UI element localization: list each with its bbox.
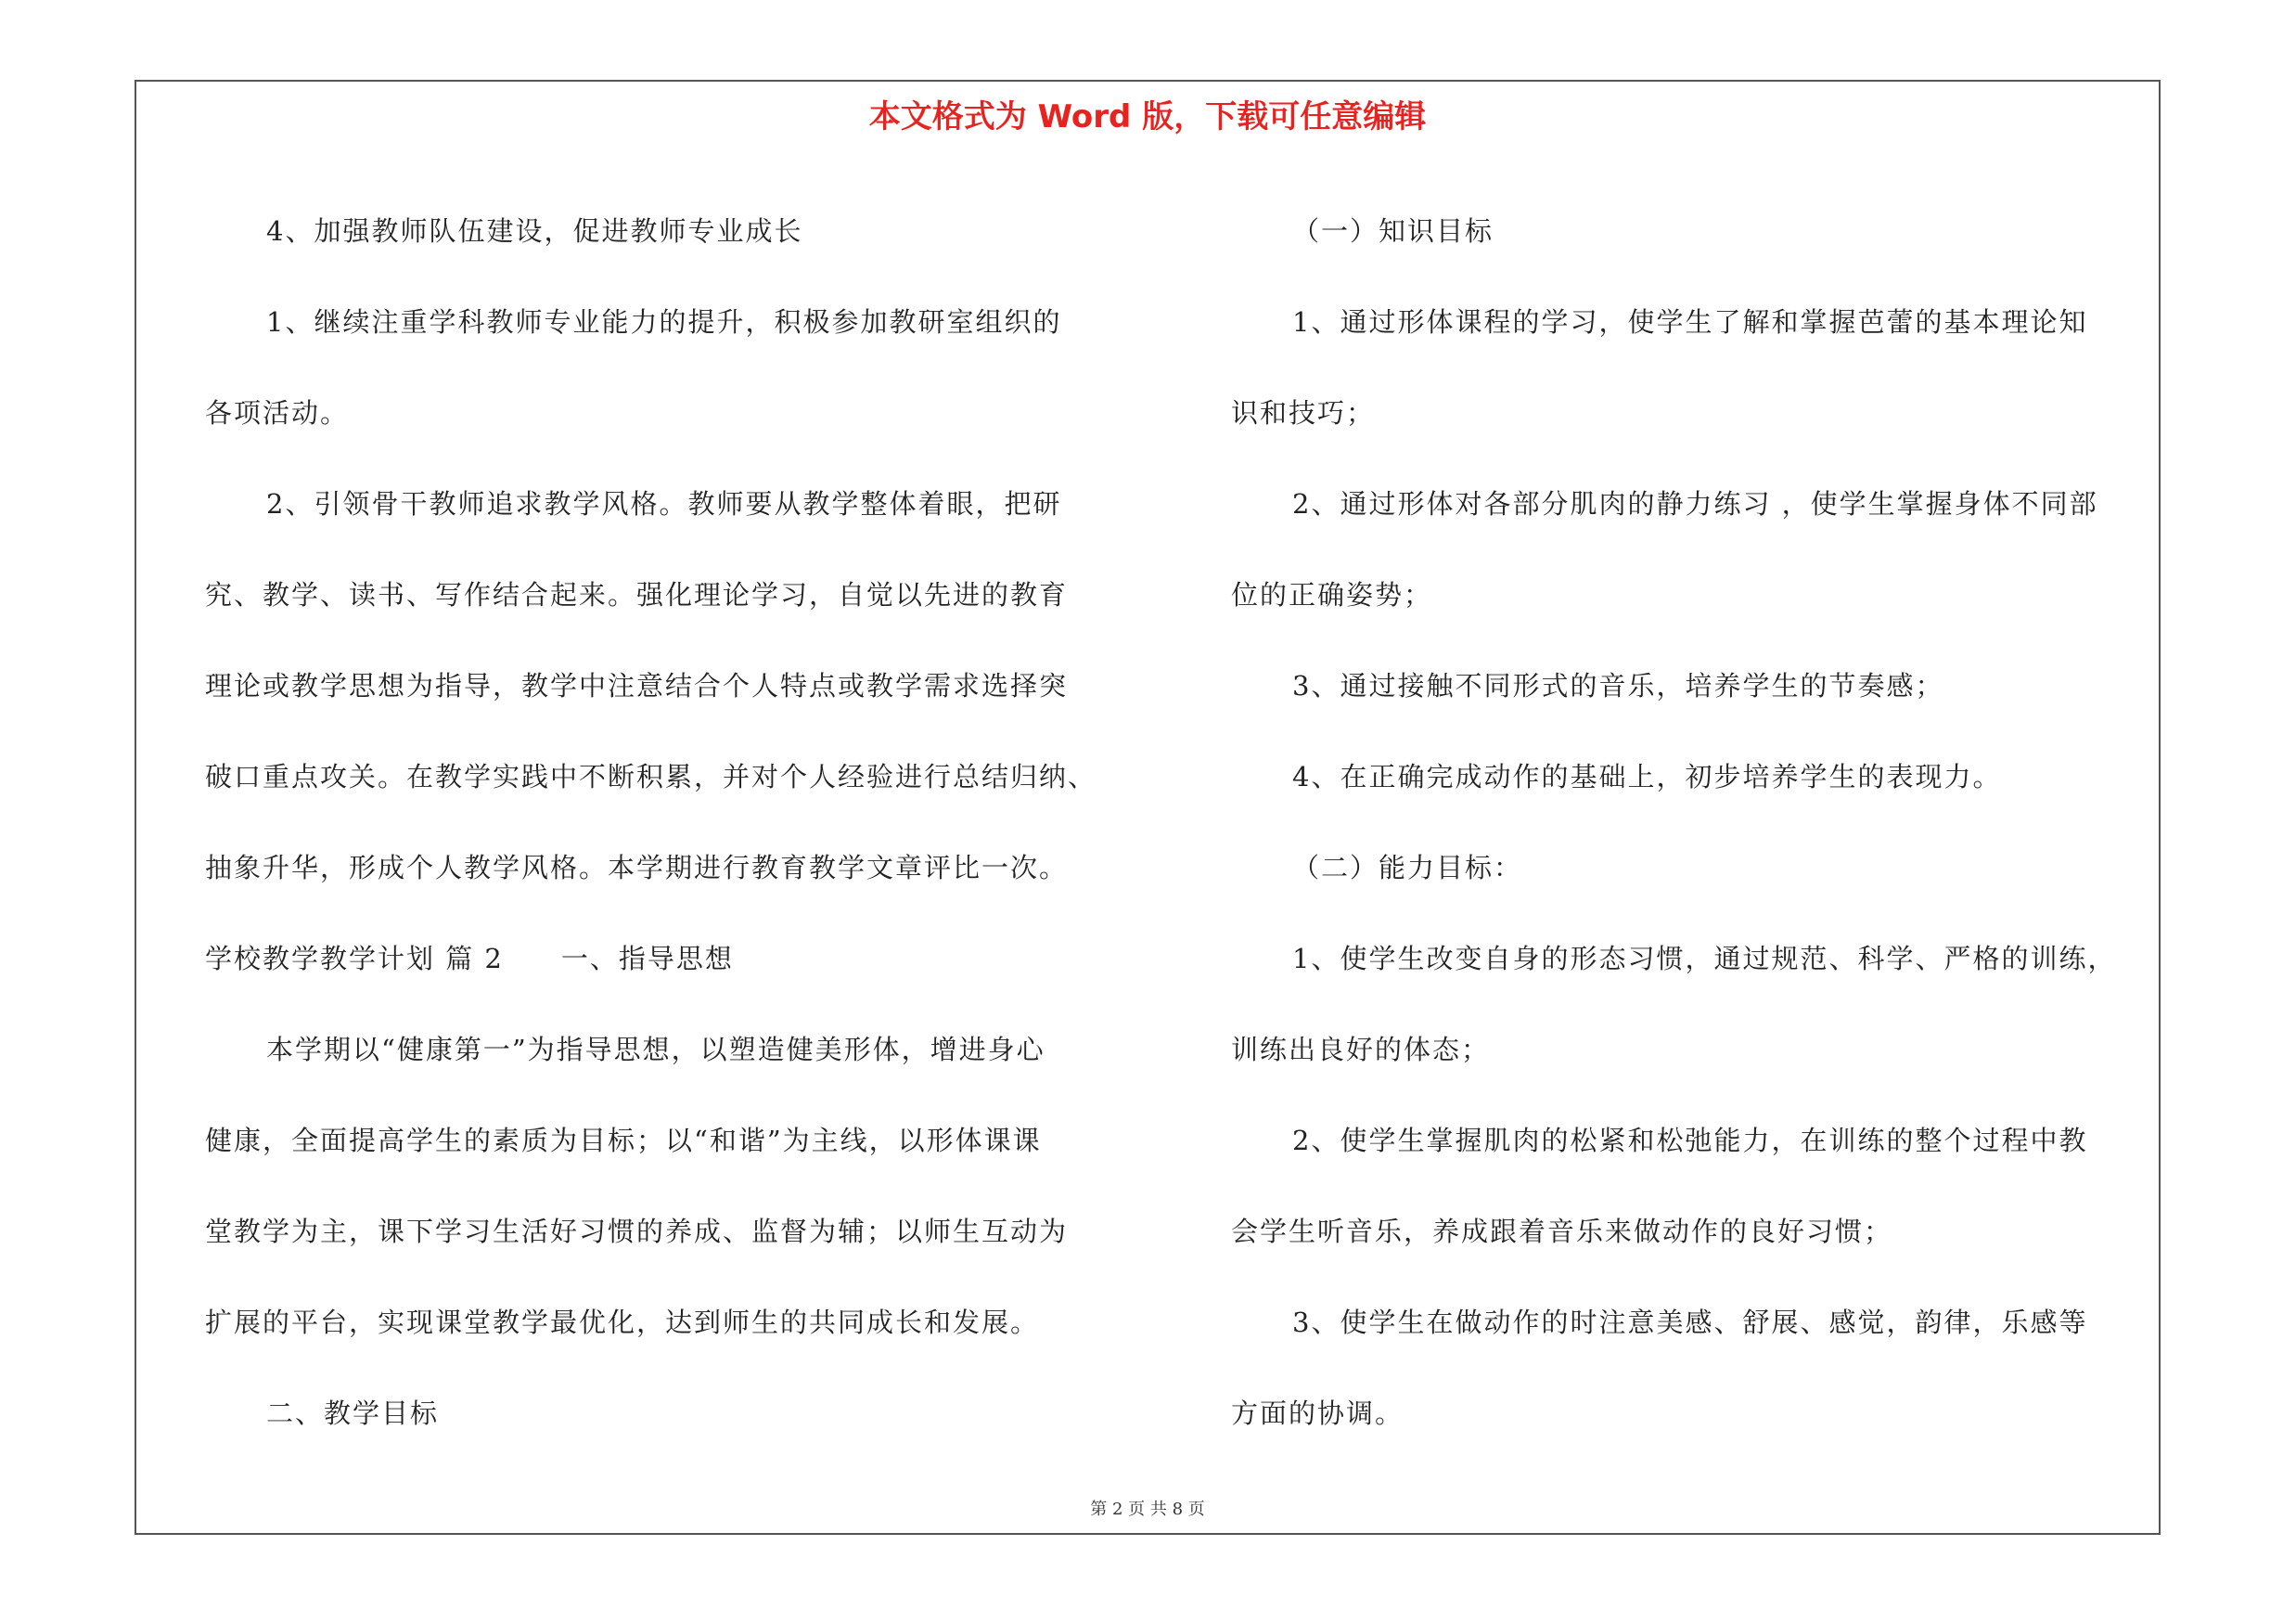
text-line: 学校教学教学计划 篇 2 一、指导思想 xyxy=(205,943,734,974)
text-line: 识和技巧； xyxy=(1231,397,1376,429)
right-column xyxy=(1231,186,2159,1459)
page-frame xyxy=(135,80,2161,1535)
text-line: 1、使学生改变自身的形态习惯，通过规范、科学、严格的训练， xyxy=(1292,943,2117,974)
text-line: 4、加强教师队伍建设，促进教师专业成长 xyxy=(266,215,803,247)
text-line: 2、引领骨干教师追求教学风格。教师要从教学整体着眼，把研 xyxy=(266,488,1062,520)
text-line: 堂教学为主，课下学习生活好习惯的养成、监督为辅；以师生互动为 xyxy=(205,1216,1069,1247)
text-line: 1、通过形体课程的学习，使学生了解和掌握芭蕾的基本理论知 xyxy=(1292,306,2088,338)
text-line: 理论或教学思想为指导，教学中注意结合个人特点或教学需求选择突 xyxy=(205,670,1069,702)
page-number-footer: 第 2 页 共 8 页 xyxy=(1090,1500,1205,1519)
text-line: 2、通过形体对各部分肌肉的静力练习 ，使学生掌握身体不同部 xyxy=(1292,488,2098,520)
left-column xyxy=(205,186,1133,1459)
text-line: 2、使学生掌握肌肉的松紧和松弛能力，在训练的整个过程中教 xyxy=(1292,1125,2088,1156)
text-line: （二）能力目标： xyxy=(1292,852,1523,883)
text-line: 3、通过接触不同形式的音乐，培养学生的节奏感； xyxy=(1292,670,1944,702)
word-format-banner: 本文格式为 Word 版，下载可任意编辑 xyxy=(868,98,1427,135)
text-line: 健康，全面提高学生的素质为目标；以“和谐”为主线，以形体课课 xyxy=(205,1125,1042,1156)
text-line: 方面的协调。 xyxy=(1231,1398,1405,1429)
text-line: （一）知识目标 xyxy=(1292,215,1494,247)
text-line: 本学期以“健康第一”为指导思想，以塑造健美形体，增进身心 xyxy=(266,1034,1045,1065)
text-line: 1、继续注重学科教师专业能力的提升，积极参加教研室组织的 xyxy=(266,306,1062,338)
text-line: 扩展的平台，实现课堂教学最优化，达到师生的共同成长和发展。 xyxy=(205,1307,1040,1338)
text-line: 抽象升华，形成个人教学风格。本学期进行教育教学文章评比一次。 xyxy=(205,852,1069,883)
text-line: 破口重点攻关。在教学实践中不断积累，并对个人经验进行总结归纳、 xyxy=(205,761,1097,792)
text-line: 二、教学目标 xyxy=(266,1398,440,1429)
text-line: 位的正确姿势； xyxy=(1231,579,1433,611)
text-line: 训练出良好的体态； xyxy=(1231,1034,1491,1065)
text-line: 究、教学、读书、写作结合起来。强化理论学习，自觉以先进的教育 xyxy=(205,579,1069,611)
text-line: 3、使学生在做动作的时注意美感、舒展、感觉，韵律，乐感等 xyxy=(1292,1307,2088,1338)
text-line: 4、在正确完成动作的基础上，初步培养学生的表现力。 xyxy=(1292,761,2002,792)
text-line: 会学生听音乐，养成跟着音乐来做动作的良好习惯； xyxy=(1231,1216,1893,1247)
text-line: 各项活动。 xyxy=(205,397,350,429)
